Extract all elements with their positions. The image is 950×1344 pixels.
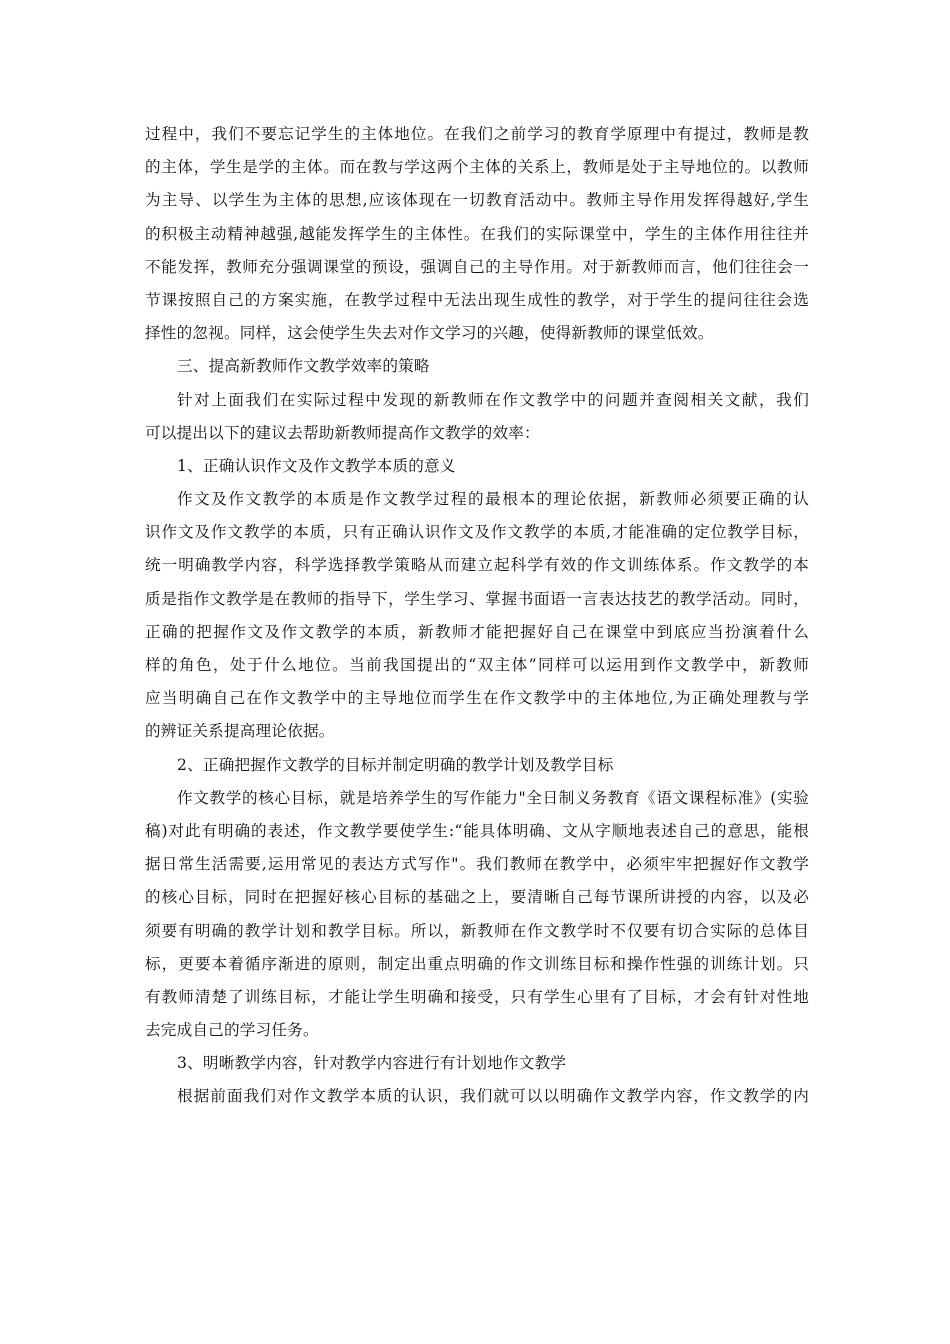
text-line: 择性的忽视。同样，这会使学生失去对作文学习的兴趣，使得新教师的课堂低效。 [145,324,714,343]
text-line: 为主导、以学生为主体的思想,应该体现在一切教育活动中。教师主导作用发挥得越好,学生 [145,191,809,210]
text-line: 作文及作文教学的本质是作文教学过程的最根本的理论依据，新教师必须要正确的认 [177,490,809,509]
text-line: 统一明确教学内容，科学选择教学策略从而建立起科学有效的作文训练体系。作文教学的本 [145,556,809,575]
text-line: 3、明晰教学内容，针对教学内容进行有计划地作文教学 [177,1054,567,1073]
text-line: 质是指作文教学是在教师的指导下，学生学习、掌握书面语一言表达技艺的教学活动。同时， [145,589,809,608]
text-line: 据日常生活需要,运用常见的表达方式写作"。我们教师在教学中，必须牢牢把握好作文教学 [145,855,809,874]
text-line: 节课按照自己的方案实施，在教学过程中无法出现生成性的教学，对于学生的提问往往会选 [145,290,809,309]
text-line: 三、提高新教师作文教学效率的策略 [177,357,430,376]
text-line: 的核心目标，同时在把握好核心目标的基础之上，要清晰自己每节课所讲授的内容，以及必 [145,888,809,907]
text-line: 样的角色，处于什么地位。当前我国提出的“双主体”同样可以运用到作文教学中，新教师 [145,656,809,674]
text-line: 正确的把握作文及作文教学的本质，新教师才能把握好自己在课堂中到底应当扮演着什么 [145,622,809,641]
text-line: 应当明确自己在作文教学中的主导地位而学生在作文教学中的主体地位,为正确处理教与学 [145,689,809,708]
text-line: 针对上面我们在实际过程中发现的新教师在作文教学中的问题并查阅相关文献，我们 [177,390,809,409]
text-line: 的积极主动精神越强,越能发挥学生的主体性。在我们的实际课堂中，学生的主体作用往往并 [145,224,809,243]
text-line: 的主体，学生是学的主体。而在教与学这两个主体的关系上，教师是处于主导地位的。以教师 [145,158,809,177]
text-line: 1、正确认识作文及作文教学本质的意义 [177,456,456,475]
text-line: 须要有明确的教学计划和教学目标。所以，新教师在作文教学时不仅要有切合实际的总体目 [145,921,809,940]
text-line: 可以提出以下的建议去帮助新教师提高作文教学的效率： [145,423,540,442]
text-line: 标，更要本着循序渐进的原则，制定出重点明确的作文训练目标和操作性强的训练计划。只 [145,954,809,973]
body-text [145,118,809,1114]
text-line: 过程中，我们不要忘记学生的主体地位。在我们之前学习的教育学原理中有提过，教师是教 [145,125,809,143]
text-line: 作文教学的核心目标，就是培养学生的写作能力"全日制义务教育《语文课程标准》(实验 [177,788,809,807]
text-line: 识作文及作文教学的本质，只有正确认识作文及作文教学的本质,才能准确的定位教学目标， [145,523,809,542]
text-line: 2、正确把握作文教学的目标并制定明确的教学计划及教学目标 [177,755,614,774]
text-line: 的辨证关系提高理论依据。 [145,722,335,741]
text-line: 根据前面我们对作文教学本质的认识，我们就可以以明确作文教学内容，作文教学的内 [177,1087,809,1106]
text-line: 有教师清楚了训练目标，才能让学生明确和接受，只有学生心里有了目标，才会有针对性地 [145,987,809,1006]
text-line: 不能发挥，教师充分强调课堂的预设，强调自己的主导作用。对于新教师而言，他们往往会一 [145,257,809,276]
text-line: 稿)对此有明确的表述，作文教学要使学生:“能具体明确、文从字顺地表述自己的意思，能根 [145,821,809,840]
text-line: 去完成自己的学习任务。 [145,1021,319,1040]
